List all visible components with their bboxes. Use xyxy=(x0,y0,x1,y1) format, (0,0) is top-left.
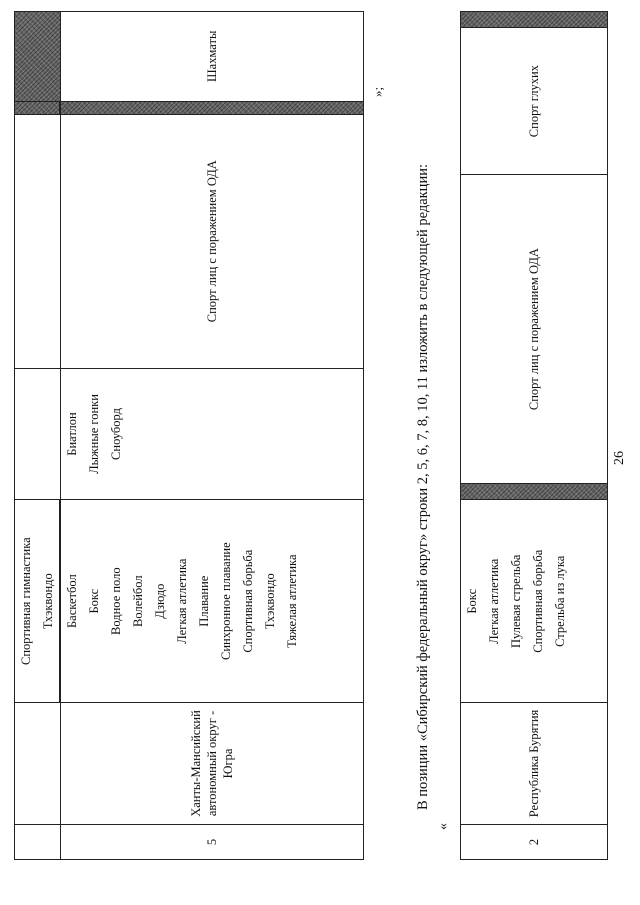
list-item: Лыжные гонки xyxy=(87,394,102,474)
hatched-cell xyxy=(61,101,364,114)
row-number: 2 xyxy=(461,825,608,860)
list-item: Спортивная борьба xyxy=(531,549,545,653)
region-name: Республика Бурятия xyxy=(461,703,608,825)
list-item: Водное поло xyxy=(109,567,124,635)
disabled-sport-cell: Спорт лиц с поражением ОДА xyxy=(461,174,608,483)
list-item: Стрельба из лука xyxy=(553,555,567,647)
amendment-sentence: В позиции «Сибирский федеральный округ» строки 2, 5, 6, 7, 8, 10, 11 изложить в следующей редакции: xyxy=(415,164,431,810)
disabled-sport-cell: Спорт лиц с поражением ОДА xyxy=(61,114,364,368)
sports-table-bottom xyxy=(460,11,608,860)
prev-sports-cell xyxy=(15,500,60,703)
list-item: Волейбол xyxy=(131,575,146,627)
open-quote-mark: « xyxy=(436,823,451,830)
list-item: Спортивная борьба xyxy=(241,549,256,653)
sports-table-top xyxy=(14,11,364,860)
list-item: Тхэквондо xyxy=(41,573,55,630)
row-number-cell xyxy=(15,825,61,860)
list-item: Спортивная гимнастика xyxy=(19,537,33,665)
olympic-summer-sports xyxy=(61,500,364,703)
nonolympic-cell: Шахматы xyxy=(61,12,364,102)
row-number: 5 xyxy=(61,825,364,860)
list-item: Легкая атлетика xyxy=(175,558,190,644)
list-item: Дзюдо xyxy=(153,583,168,619)
olympic-winter-sports xyxy=(61,368,364,500)
hatched-cell xyxy=(461,12,608,28)
list-item: Тхэквондо xyxy=(263,573,278,630)
list-item: Бокс xyxy=(465,588,479,614)
list-item: Баскетбол xyxy=(65,574,80,629)
list-item: Бокс xyxy=(87,588,102,614)
list-item: Плавание xyxy=(197,575,212,627)
region-name: Ханты-Мансийский автономный округ - Югра xyxy=(61,703,364,825)
hatched-cell xyxy=(15,101,60,114)
list-item: Тяжелая атлетика xyxy=(285,554,300,648)
end-quote-mark: »; xyxy=(370,86,385,97)
list-item: Биатлон xyxy=(65,412,80,456)
olympic-summer-sports xyxy=(461,500,608,703)
deaf-sport-cell: Спорт глухих xyxy=(461,28,608,175)
hatched-cell xyxy=(15,12,61,102)
region-cell xyxy=(15,703,61,825)
hatched-cell xyxy=(461,484,608,500)
list-item: Синхронное плавание xyxy=(219,542,234,660)
list-item: Легкая атлетика xyxy=(487,558,501,644)
list-item: Сноуборд xyxy=(109,408,124,460)
list-item: Пулевая стрельба xyxy=(509,554,523,648)
page-number: 26 xyxy=(612,451,627,465)
